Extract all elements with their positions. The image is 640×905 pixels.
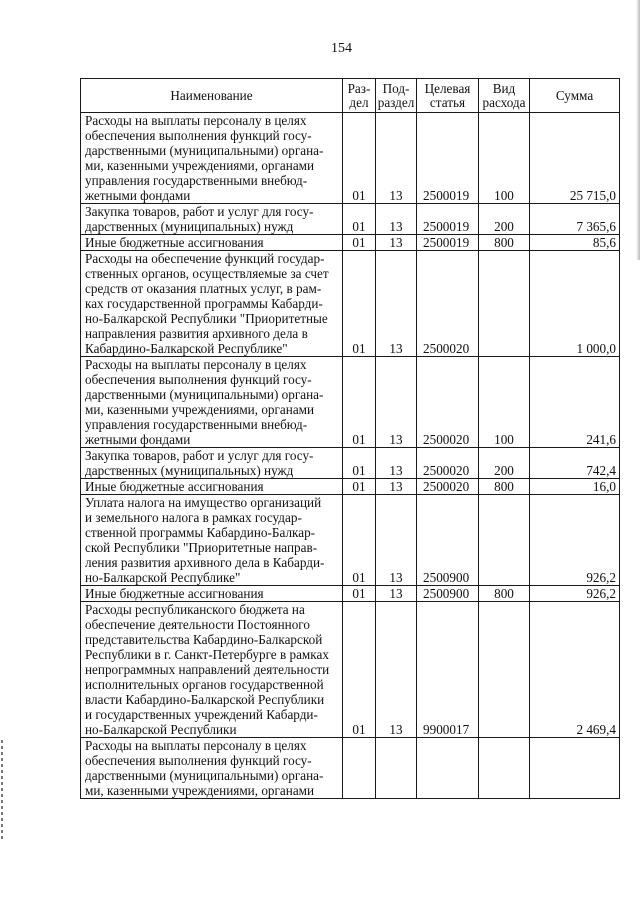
cell-section [343, 204, 376, 235]
scan-page-edge [636, 0, 640, 260]
cell-subsection-text: 13 [389, 722, 403, 737]
cell-subsection [376, 251, 417, 357]
cell-target-article [417, 204, 479, 235]
cell-name-text: Закупка товаров, работ и услуг для госу- дарственных (муниципальных) нужд [85, 448, 314, 478]
cell-target-article [417, 602, 479, 738]
cell-target-article-text: 2500019 [423, 219, 470, 234]
cell-subsection [376, 204, 417, 235]
cell-expense-type [479, 602, 530, 738]
table-body [81, 113, 620, 799]
table-row [81, 495, 620, 586]
cell-name [81, 357, 343, 448]
cell-target-article [417, 479, 479, 495]
cell-subsection-text: 13 [389, 570, 403, 585]
cell-expense-type [479, 235, 530, 251]
cell-amount [530, 113, 620, 204]
table-row [81, 448, 620, 479]
table-row [81, 251, 620, 357]
cell-name [81, 495, 343, 586]
header-section: Раз- дел [343, 79, 376, 113]
cell-section [343, 738, 376, 799]
cell-subsection [376, 738, 417, 799]
cell-amount-text: 742,4 [586, 463, 616, 478]
cell-subsection [376, 479, 417, 495]
page-number: 154 [331, 41, 352, 56]
cell-amount-text: 25 715,0 [569, 188, 616, 203]
cell-amount [530, 586, 620, 602]
table-row [81, 204, 620, 235]
cell-name-text: Иные бюджетные ассигнования [85, 479, 264, 494]
cell-name [81, 586, 343, 602]
table-row [81, 357, 620, 448]
cell-section-text: 01 [352, 586, 366, 601]
cell-section-text: 01 [352, 219, 366, 234]
cell-expense-type [479, 738, 530, 799]
cell-target-article [417, 495, 479, 586]
cell-amount-text: 85,6 [592, 235, 616, 250]
cell-name [81, 602, 343, 738]
cell-amount [530, 235, 620, 251]
cell-amount [530, 204, 620, 235]
cell-section [343, 448, 376, 479]
cell-name-text: Уплата налога на имущество организаций и земельного налога в рамках государ- ственной программы Кабардино-Балкар- ской Республики "Приоритетные направ- ления развития архивного дела в Кабарди- но-Балкарской Республике" [85, 495, 325, 585]
table-row [81, 738, 620, 799]
cell-section-text: 01 [352, 722, 366, 737]
cell-name-text: Расходы республиканского бюджета на обеспечение деятельности Постоянного представительства Кабардино-Балкарской Республики в г. Санкт-Петербурге в рамках непрограммных направлений деятельности исполнительных органов государственной власти Кабардино-Балкарской Республики и государственных учреждений Кабарди- но-Балкарской Республики [85, 602, 330, 737]
cell-subsection [376, 495, 417, 586]
cell-expense-type [479, 113, 530, 204]
header-amount: Сумма [530, 79, 620, 113]
cell-section-text: 01 [352, 188, 366, 203]
cell-expense-type [479, 204, 530, 235]
cell-amount [530, 602, 620, 738]
cell-subsection-text: 13 [389, 219, 403, 234]
cell-amount-text: 16,0 [592, 479, 616, 494]
cell-subsection-text: 13 [389, 432, 403, 447]
cell-subsection [376, 602, 417, 738]
cell-target-article [417, 586, 479, 602]
cell-name-text: Закупка товаров, работ и услуг для госу- дарственных (муниципальных) нужд [85, 204, 314, 234]
cell-name [81, 113, 343, 204]
header-expense-type: Вид расхода [479, 79, 530, 113]
cell-name [81, 479, 343, 495]
cell-amount [530, 495, 620, 586]
cell-subsection [376, 357, 417, 448]
cell-amount [530, 738, 620, 799]
cell-section [343, 113, 376, 204]
cell-target-article-text: 2500900 [423, 570, 470, 585]
cell-name [81, 204, 343, 235]
cell-amount-text: 241,6 [586, 432, 616, 447]
cell-expense-type [479, 495, 530, 586]
table-row [81, 113, 620, 204]
cell-target-article [417, 235, 479, 251]
cell-expense-type [479, 586, 530, 602]
cell-expense-type-text: 100 [494, 188, 514, 203]
cell-name-text: Иные бюджетные ассигнования [85, 235, 264, 250]
cell-target-article [417, 113, 479, 204]
cell-section-text: 01 [352, 341, 366, 356]
cell-name-text: Расходы на выплаты персоналу в целях обеспечения выполнения функций госу- дарственными (муниципальными) органа- ми, казенными учреждениями, органами управления государственными внебюд- жетными фондами [85, 357, 324, 447]
cell-target-article-text: 2500019 [423, 235, 470, 250]
cell-subsection-text: 13 [389, 235, 403, 250]
cell-amount [530, 357, 620, 448]
cell-amount-text: 7 365,6 [576, 219, 616, 234]
cell-name [81, 448, 343, 479]
cell-name-text: Расходы на выплаты персоналу в целях обеспечения выполнения функций госу- дарственными (муниципальными) органа- ми, казенными учреждениями, органами [85, 738, 324, 798]
cell-expense-type-text: 100 [494, 432, 514, 447]
cell-target-article-text: 2500020 [423, 479, 470, 494]
cell-amount [530, 251, 620, 357]
cell-section [343, 479, 376, 495]
table-row [81, 235, 620, 251]
cell-target-article [417, 448, 479, 479]
cell-section [343, 586, 376, 602]
cell-section-text: 01 [352, 570, 366, 585]
cell-subsection-text: 13 [389, 586, 403, 601]
cell-expense-type [479, 448, 530, 479]
cell-target-article [417, 357, 479, 448]
cell-expense-type-text: 800 [494, 235, 514, 250]
header-name: Наименование [81, 79, 343, 113]
scan-margin-mark [1, 740, 3, 840]
cell-name-text: Расходы на обеспечение функций государ- ственных органов, осуществляемые за счет средств от оказания платных услуг, в рам- ках государственной программы Кабарди- но-Балкарской Республики "Приоритетные направления развития архивного дела в Кабардино-Балкарской Республике" [85, 251, 329, 356]
cell-subsection [376, 235, 417, 251]
cell-section-text: 01 [352, 463, 366, 478]
cell-name-text: Иные бюджетные ассигнования [85, 586, 264, 601]
cell-section [343, 357, 376, 448]
cell-name [81, 235, 343, 251]
cell-expense-type [479, 357, 530, 448]
header-target-article: Целевая статья [417, 79, 479, 113]
cell-expense-type-text: 200 [494, 219, 514, 234]
cell-expense-type-text: 800 [494, 479, 514, 494]
table-row [81, 586, 620, 602]
cell-target-article [417, 738, 479, 799]
cell-name [81, 251, 343, 357]
cell-subsection [376, 448, 417, 479]
cell-amount-text: 1 000,0 [576, 341, 616, 356]
cell-subsection-text: 13 [389, 463, 403, 478]
cell-name-text: Расходы на выплаты персоналу в целях обеспечения выполнения функций госу- дарственными (муниципальными) органа- ми, казенными учреждениями, органами управления государственными внебюд- жетными фондами [85, 113, 324, 203]
cell-name [81, 738, 343, 799]
cell-subsection-text: 13 [389, 479, 403, 494]
table-row [81, 602, 620, 738]
cell-section-text: 01 [352, 432, 366, 447]
cell-section [343, 251, 376, 357]
cell-subsection [376, 113, 417, 204]
cell-section [343, 602, 376, 738]
cell-amount [530, 479, 620, 495]
cell-target-article-text: 2500900 [423, 586, 470, 601]
cell-target-article-text: 2500019 [423, 188, 470, 203]
table-row [81, 479, 620, 495]
cell-section-text: 01 [352, 479, 366, 494]
cell-expense-type [479, 251, 530, 357]
cell-amount-text: 926,2 [586, 586, 616, 601]
cell-subsection [376, 586, 417, 602]
cell-target-article-text: 2500020 [423, 341, 470, 356]
cell-expense-type-text: 800 [494, 586, 514, 601]
cell-subsection-text: 13 [389, 188, 403, 203]
cell-target-article [417, 251, 479, 357]
cell-section-text: 01 [352, 235, 366, 250]
cell-target-article-text: 9900017 [423, 722, 470, 737]
cell-section [343, 495, 376, 586]
header-subsection: Под- раздел [376, 79, 417, 113]
cell-target-article-text: 2500020 [423, 463, 470, 478]
cell-section [343, 235, 376, 251]
table-header-row [81, 79, 620, 113]
cell-amount-text: 926,2 [586, 570, 616, 585]
cell-target-article-text: 2500020 [423, 432, 470, 447]
cell-expense-type [479, 479, 530, 495]
budget-table [80, 78, 620, 799]
cell-expense-type-text: 200 [494, 463, 514, 478]
cell-amount [530, 448, 620, 479]
cell-amount-text: 2 469,4 [576, 722, 616, 737]
cell-subsection-text: 13 [389, 341, 403, 356]
